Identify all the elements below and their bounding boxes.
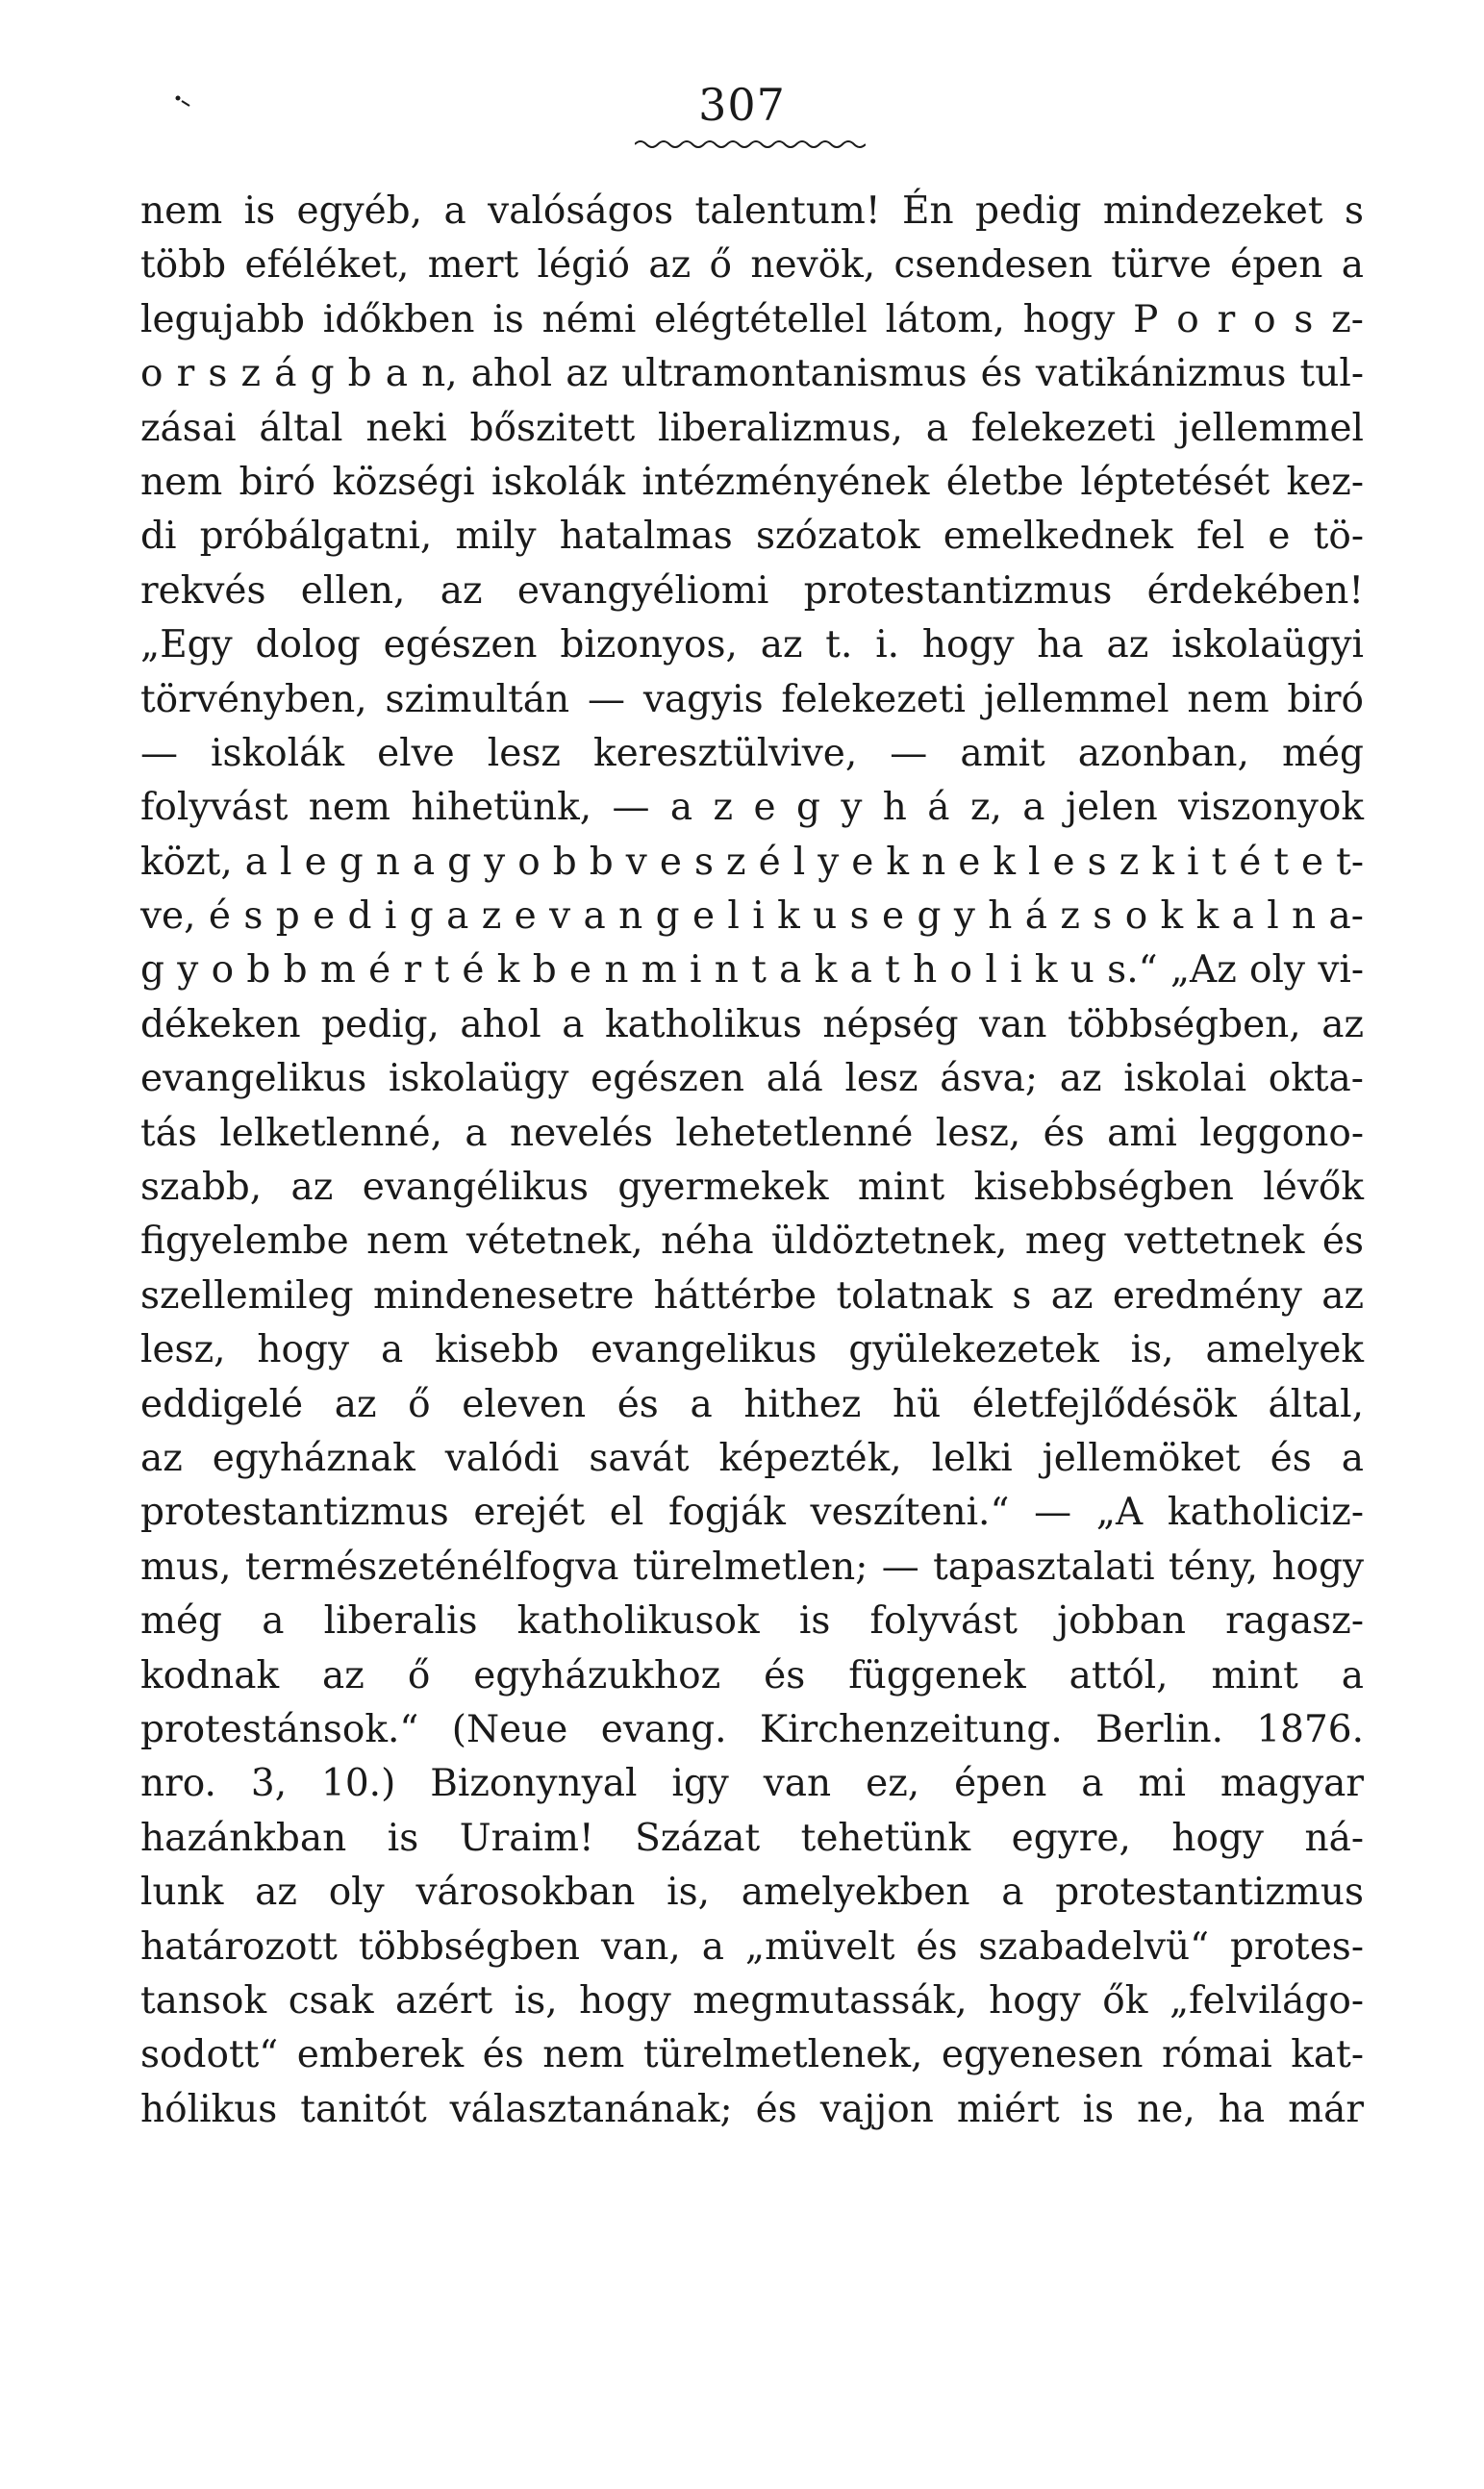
text-line: evangelikus iskolaügy egészen alá lesz ásva; az iskolai okta- bbox=[140, 1057, 1364, 1101]
text-line: di próbálgatni, mily hatalmas szózatok emelkednek fel e tö- bbox=[140, 515, 1364, 559]
text-line: „Egy dolog egészen bizonyos, az t. i. hogy ha az iskolaügyi bbox=[140, 623, 1364, 667]
text-line: tás lelketlenné, a nevelés lehetetlenné lesz, és ami leggono- bbox=[140, 1111, 1364, 1155]
text-line: protestánsok.“ (Neue evang. Kirchenzeitung. Berlin. 1876. bbox=[140, 1707, 1364, 1751]
body-text bbox=[140, 185, 1364, 2137]
text-line: közt, a l e g n a g y o b b v e s z é l y e k n e k l e s z k i t é t e t- bbox=[140, 840, 1364, 884]
text-line: eddigelé az ő eleven és a hithez hü életfejlődésök által, bbox=[140, 1382, 1364, 1426]
text-line: legujabb időkben is némi elégtétellel látom, hogy P o r o s z- bbox=[140, 297, 1364, 341]
text-line: határozott többségben van, a „müvelt és szabadelvü“ protes- bbox=[140, 1924, 1364, 1969]
text-line: rekvés ellen, az evangyéliomi protestantizmus érdekében! bbox=[140, 568, 1364, 613]
text-line: folyvást nem hihetünk, — a z e g y h á z, a jelen viszonyok bbox=[140, 786, 1364, 830]
text-line: lesz, hogy a kisebb evangelikus gyülekezetek is, amelyek bbox=[140, 1328, 1364, 1372]
text-line: mus, természeténélfogva türelmetlen; — tapasztalati tény, hogy bbox=[140, 1545, 1364, 1589]
text-line: ve, é s p e d i g a z e v a n g e l i k u s e g y h á z s o k k a l n a- bbox=[140, 894, 1364, 939]
text-line: nem is egyéb, a valóságos talentum! Én pedig mindezeket s bbox=[140, 189, 1364, 233]
text-line: törvényben, szimultán — vagyis felekezeti jellemmel nem biró bbox=[140, 677, 1364, 721]
text-line: g y o b b m é r t é k b e n m i n t a k a t h o l i k u s.“ „Az oly vi- bbox=[140, 948, 1364, 993]
text-line: szellemileg mindenesetre háttérbe tolatnak s az eredmény az bbox=[140, 1273, 1364, 1318]
text-line: zásai által neki bőszitett liberalizmus, a felekezeti jellemmel bbox=[140, 406, 1364, 450]
text-line: lunk az oly városokban is, amelyekben a protestantizmus bbox=[140, 1871, 1364, 1915]
text-line: sodott“ emberek és nem türelmetlenek, egyenesen római kat- bbox=[140, 2033, 1364, 2077]
text-line: kodnak az ő egyházukhoz és függenek attól, mint a bbox=[140, 1653, 1364, 1697]
text-line: tansok csak azért is, hogy megmutassák, hogy ők „felvilágo- bbox=[140, 1978, 1364, 2023]
text-line: hazánkban is Uraim! Százat tehetünk egyre, hogy ná- bbox=[140, 1816, 1364, 1860]
text-line: több eféléket, mert légió az ő nevök, csendesen türve épen a bbox=[140, 243, 1364, 288]
text-line: figyelembe nem vétetnek, néha üldöztetnek, meg vettetnek és bbox=[140, 1219, 1364, 1264]
text-line: o r s z á g b a n, ahol az ultramontanismus és vatikánizmus tul- bbox=[140, 352, 1364, 396]
text-line: az egyháznak valódi savát képezték, lelki jellemöket és a bbox=[140, 1436, 1364, 1480]
text-line: nro. 3, 10.) Bizonynyal igy van ez, épen a mi magyar bbox=[140, 1762, 1364, 1806]
text-line: — iskolák elve lesz keresztülvive, — amit azonban, még bbox=[140, 731, 1364, 775]
text-line: dékeken pedig, ahol a katholikus népség van többségben, az bbox=[140, 1002, 1364, 1046]
text-line: hólikus tanitót választanának; és vajjon miért is ne, ha már bbox=[140, 2087, 1364, 2131]
text-line: nem biró községi iskolák intézményének életbe léptetését kez- bbox=[140, 460, 1364, 504]
text-line: szabb, az evangélikus gyermekek mint kisebbségben lévők bbox=[140, 1166, 1364, 1210]
wavy-rule-ornament-icon bbox=[635, 137, 866, 152]
text-line: protestantizmus erejét el fogják veszíteni.“ — „A katholiciz- bbox=[140, 1491, 1364, 1535]
text-line: még a liberalis katholikusok is folyvást jobban ragasz- bbox=[140, 1599, 1364, 1644]
page-number: 307 bbox=[698, 79, 786, 131]
